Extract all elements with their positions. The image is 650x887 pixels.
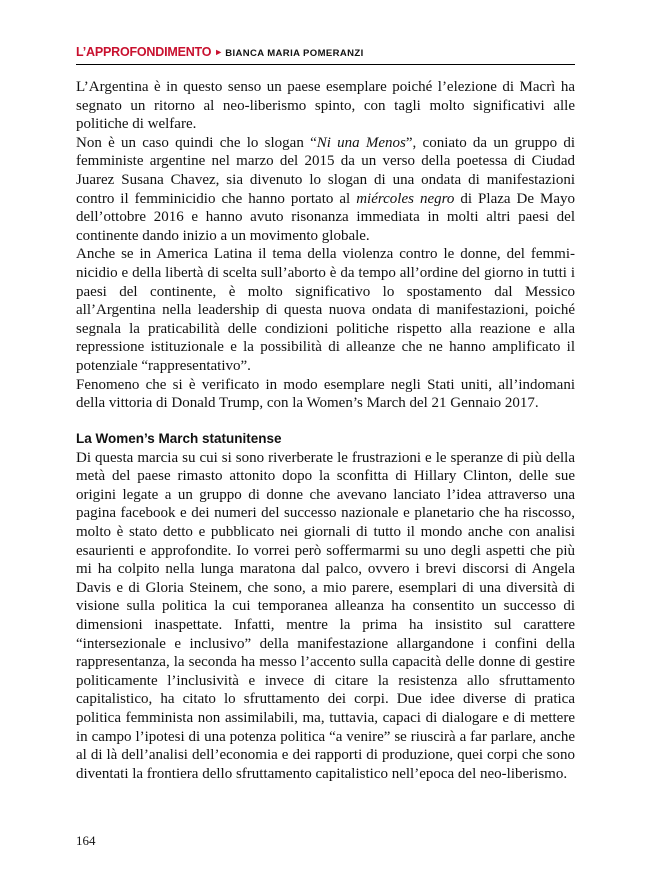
text-run: di Plaza De Mayo dell’ottobre 2016 e hanno avuto risonanza immediata in molti altri paesi del continente dando inizio a un movimento globale. bbox=[76, 190, 576, 244]
text-run: Anche se in America Latina il tema della violenza contro le donne, del femminicidio e della libertà di scelta sull’aborto è da tempo all’ordine del giorno in tutti i paesi del continente, è molto significativo lo spostamento dal Messico all’Argentina nella leadership di questa nuova ondata di manifestazioni, poiché segnala la praticabilità delle condizioni politiche rispetto alla reazione e alla repressione istituzionale e la possibilità di alleanze che ne hanno amplificato il potenziale “rappresentativo”. bbox=[76, 246, 575, 374]
paragraph bbox=[76, 376, 575, 413]
text-run: ”, coniato da un gruppo di femministe argentine nel marzo del 2015 da un verso della poetessa di Ciudad Juarez Susana Chavez, sia divenuto lo slogan di una ondata di manifestazioni contro il femminicidio che hanno portato al bbox=[76, 134, 575, 207]
italic-text: miércoles negro bbox=[356, 190, 455, 207]
page-number: 164 bbox=[76, 833, 96, 848]
paragraph bbox=[76, 245, 575, 375]
author-name: BIANCA MARIA POMERANZI bbox=[225, 48, 364, 59]
text-run: Fenomeno che si è verificato in modo esemplare negli Stati uniti, all’indomani della vittoria di Donald Trump, con la Women’s March del 21 Gennaio 2017. bbox=[76, 376, 575, 412]
text-run: L’Argentina è in questo senso un paese esemplare poiché l’elezione di Macrì ha segnato un ritorno al neo-liberismo spinto, con tagli molto significativi alle politiche di welfare. bbox=[76, 79, 575, 133]
section-one bbox=[76, 78, 575, 413]
paragraph bbox=[76, 134, 575, 246]
paragraph bbox=[76, 449, 575, 784]
paragraph bbox=[76, 78, 575, 134]
running-header bbox=[76, 44, 575, 65]
article-body bbox=[76, 78, 575, 783]
section-title: L’APPROFONDIMENTO bbox=[76, 45, 212, 59]
italic-text: Ni una Menos bbox=[316, 134, 406, 151]
text-run: Non è un caso quindi che lo slogan “ bbox=[76, 134, 317, 151]
subheading: La Women’s March statunitense bbox=[76, 430, 282, 446]
triangle-right-icon: ► bbox=[214, 47, 224, 57]
section-two bbox=[76, 449, 575, 784]
section-gap bbox=[76, 413, 575, 430]
text-run: Di questa marcia su cui si sono riverberate le frustrazioni e le speranze di più della metà del paese rimasto attonito dopo la sconfitta di Hillary Clinton, delle sue origini legate a un gruppo di donne che avevano lanciato l’idea attraverso una pagina facebook e dei numeri del successo nazionale e planetario che ha riscosso, molto è stato detto e pubblicato nei giornali di tutto il mondo anche con analisi esaurienti e approfondite. Io vorrei però soffermarmi su uno degli aspetti che più mi ha colpito nella lunga maratona dal palco, ovvero i brevi discorsi di Angela Davis e di Gloria Steinem, che sono, a mio parere, esemplari di una diversità di visione sulla politica la cui temporanea alleanza ha consentito un successo di dimensioni inaspettate. Infatti, mentre la prima ha insistito sul carattere “intersezionale e inclusivo” della manifestazione allargandone i confini della rappresentanza, la seconda ha messo l’accento sulla capacità delle donne di gestire politicamente l’inclusività e invece di citare la resistenza allo sfruttamento capitalistico, ha citato lo sfruttamento dei corpi. Due idee diverse di pratica politica femminista non assimilabili, ma, tuttavia, capaci di dialogare e di mettere in campo l’ipotesi di una potenza politica “a venire” se riuscirà a far parlare, anche al di là dell’analisi dell’economia e dei rapporti di produzione, quei corpi che sono diventati la frontiera dello sfruttamento capitalistico nell’epoca del neo-liberismo. bbox=[76, 449, 575, 782]
